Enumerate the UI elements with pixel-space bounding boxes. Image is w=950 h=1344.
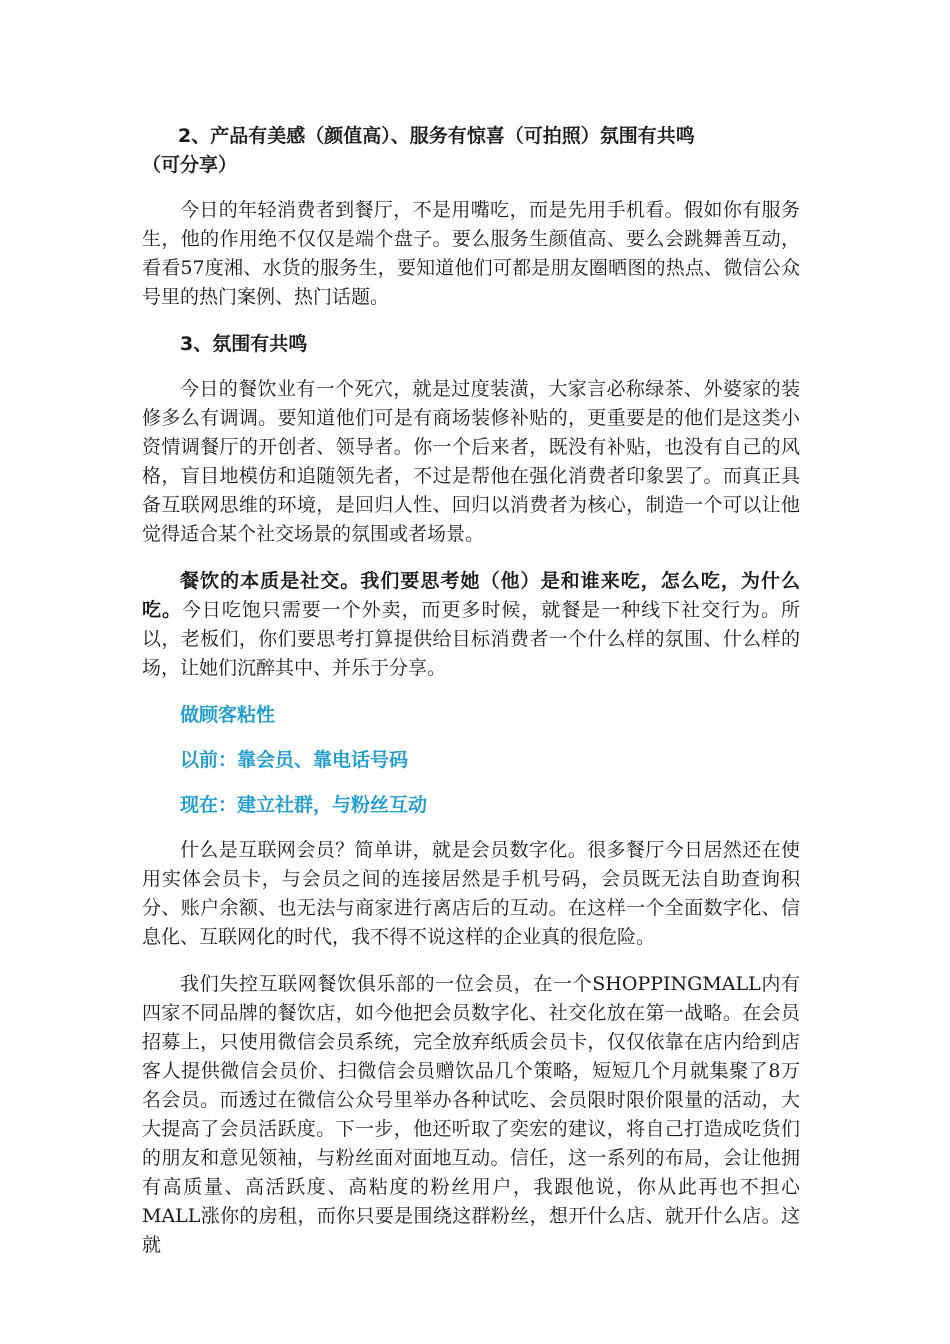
section3-heading: 3、氛围有共鸣 [180,333,308,355]
section2-heading [142,122,800,180]
essence-paragraph [142,567,800,683]
sticky-title: 做顾客粘性 [180,704,276,726]
sticky-before: 以前：靠会员、靠电话号码 [180,749,409,771]
section2-heading-line1: 2、产品有美感（颜值高）、服务有惊喜（可拍照）氛围有共鸣 [178,125,695,147]
section2-paragraph-text: 今日的年轻消费者到餐厅，不是用嘴吃，而是先用手机看。假如你有服务生，他的作用绝不仅仅是端个盘子。要么服务生颜值高、要么会跳舞善互动，看看57度湘、水货的服务生，要知道他们可都是朋友圈晒图的热点、微信公众号里的热门案例、热门话题。 [142,199,800,308]
section3-paragraph [142,375,800,549]
member-paragraph-1-text: 什么是互联网会员？简单讲，就是会员数字化。很多餐厅今日居然还在使用实体会员卡，与会员之间的连接居然是手机号码，会员既无法自助查询积分、账户余额、也无法与商家进行离店后的互动。在这样一个全面数字化、信息化、互联网化的时代，我不得不说这样的企业真的很危险。 [142,839,800,948]
section2-heading-line2: （可分享） [142,154,238,176]
section2-paragraph [142,196,800,312]
section3-paragraph-text: 今日的餐饮业有一个死穴，就是过度装潢，大家言必称绿茶、外婆家的装修多么有调调。要知道他们可是有商场装修补贴的，更重要是的他们是这类小资情调餐厅的开创者、领导者。你一个后来者，既没有补贴，也没有自己的风格，盲目地模仿和追随领先者，不过是帮他在强化消费者印象罢了。而真正具备互联网思维的环境，是回归人性、回归以消费者为核心，制造一个可以让他觉得适合某个社交场景的氛围或者场景。 [142,378,800,545]
member-paragraph-2 [142,970,800,1260]
member-paragraph-1 [142,836,800,952]
essence-rest: 今日吃饱只需要一个外卖，而更多时候，就餐是一种线下社交行为。所以，老板们，你们要思考打算提供给目标消费者一个什么样的氛围、什么样的场，让她们沉醉其中、并乐于分享。 [142,599,800,679]
member-paragraph-2-text: 我们失控互联网餐饮俱乐部的一位会员，在一个SHOPPINGMALL内有四家不同品牌的餐饮店，如今他把会员数字化、社交化放在第一战略。在会员招募上，只使用微信会员系统，完全放弃纸质会员卡，仅仅依靠在店内给到店客人提供微信会员价、扫微信会员赠饮品几个策略，短短几个月就集聚了8万名会员。而透过在微信公众号里举办各种试吃、会员限时限价限量的活动，大大提高了会员活跃度。下一步，他还听取了奕宏的建议，将自己打造成吃货们的朋友和意见领袖，与粉丝面对面地互动。信任，这一系列的布局，会让他拥有高质量、高活跃度、高粘度的粉丝用户，我跟他说，你从此再也不担心MALL涨你的房租，而你只要是围绕这群粉丝，想开什么店、就开什么店。这就 [142,973,800,1256]
sticky-now: 现在：建立社群，与粉丝互动 [180,794,428,816]
essence-bold-lead: 餐饮的本质是社交。我们要思考她（他）是和谁来吃，怎么吃，为什么吃。 [142,570,800,621]
